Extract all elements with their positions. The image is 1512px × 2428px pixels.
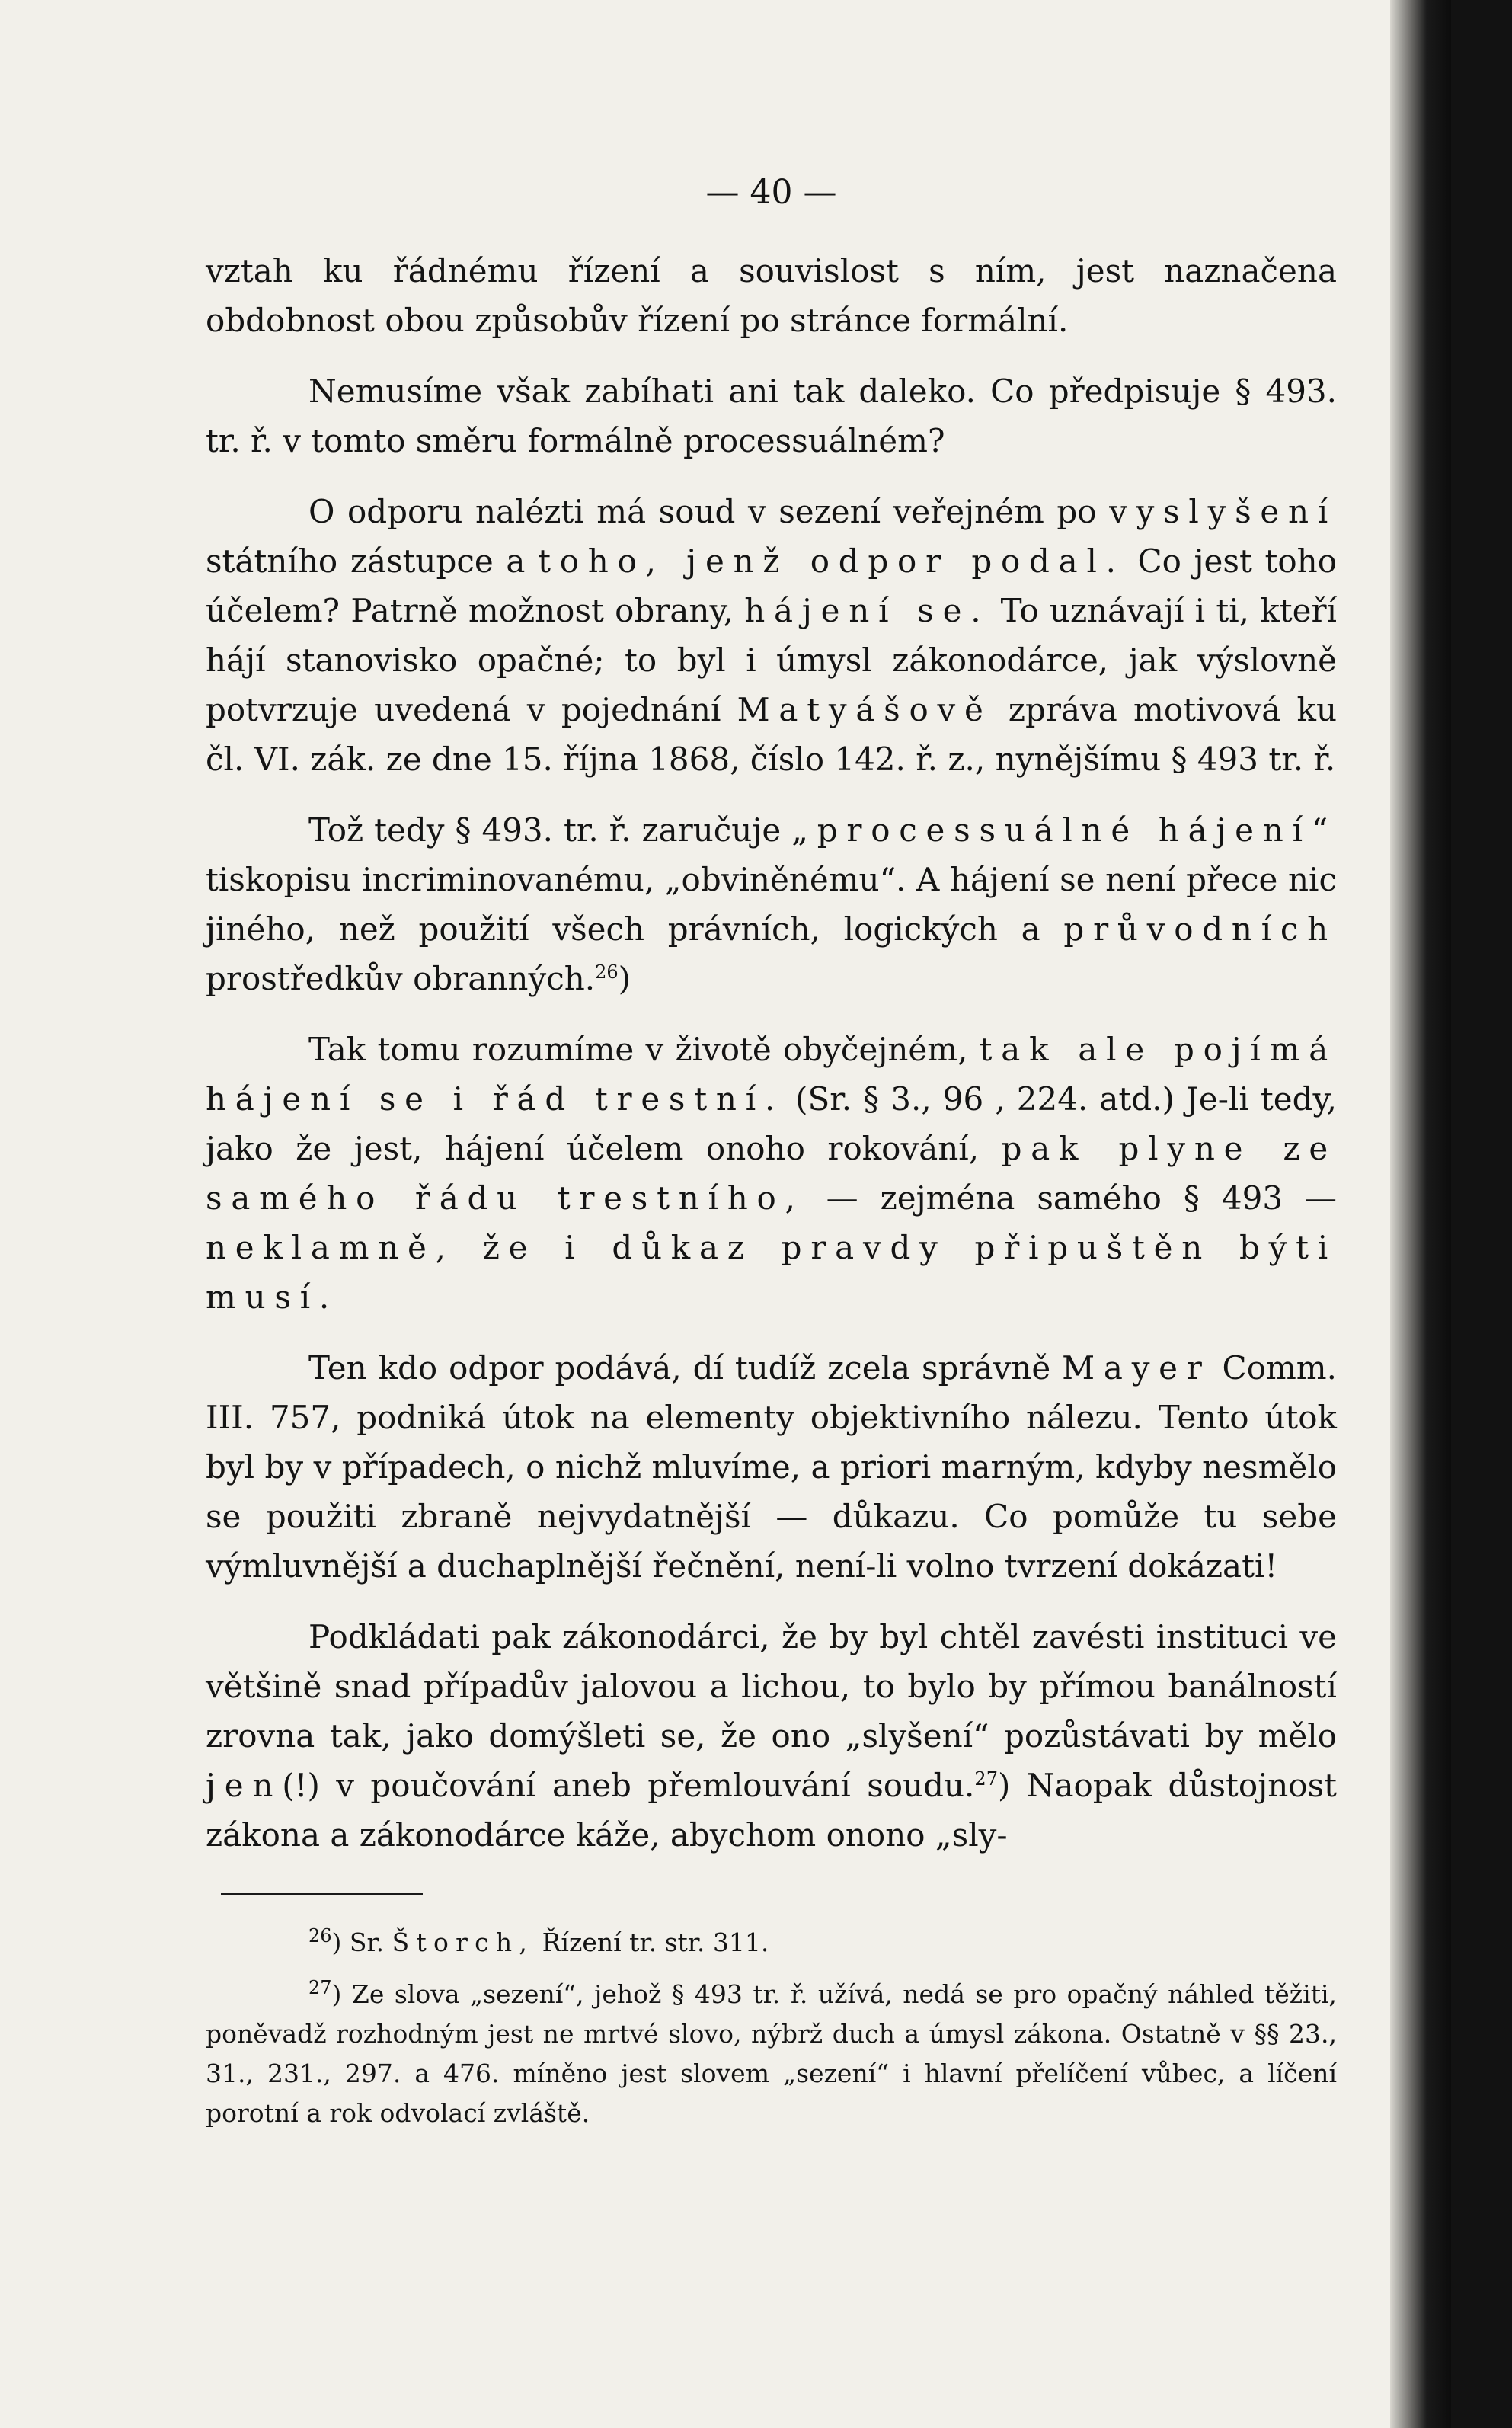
footnote-ref-27: 27 — [974, 1768, 998, 1790]
spaced-emphasis: pak plyne ze samého řádu trestního, — [206, 1130, 1338, 1217]
paragraph-3: O odporu nalézti má soud v sezení veřejném po vyslyšení státního zástupce a toho, jenž odpor podal. Co jest toho účelem? Patrně možnost obrany, hájení se. To uznávají i ti, kteří hájí stanovisko opačné; to byl i úmysl zákonodárce, jak výslovně potvrzuje uvedená v pojednání Matyášově zpráva motivová ku čl. VI. zák. ze dne 15. října 1868, číslo 142. ř. z., nynějšímu § 493 tr. ř. — [206, 493, 1338, 778]
spaced-emphasis: Mayer — [1062, 1349, 1211, 1387]
paragraph-6: Ten kdo odpor podává, dí tudíž zcela správně Mayer Comm. III. 757, podniká útok na elementy objektivního nálezu. Tento útok byl by v případech, o nichž mluvíme, a priori marným, kdyby nesmělo se použiti zbraně nejvydatnější — důkazu. Co pomůže tu sebe výmluvnější a duchaplnější řečnění, není-li volno tvrzení dokázati! — [206, 1349, 1337, 1585]
page-number: — 40 — — [705, 173, 837, 212]
spaced-emphasis: „processuálné hájení“ — [791, 811, 1338, 849]
paragraph-1: vztah ku řádnému řízení a souvislost s ním, jest naznačena obdobnost obou způsobův řízení po stránce formální. — [206, 252, 1337, 339]
paragraph-7: Podkládati pak zákonodárci, že by byl chtěl zavésti instituci ve většině snad případův jalovou a lichou, to bylo by přímou banálností zrovna tak, jako domýšleti se, že ono „slyšení“ pozůstávati by mělo jen(!) v poučování aneb přemlouvání soudu.$^{27}$) Naopak důstojnost zákona a zákonodárce káže, abychom onono „sly- — [206, 1618, 1337, 1854]
paragraph-5: Tak tomu rozumíme v životě obyčejném, tak ale pojímá hájení se i řád trestní. (Sr. § 3., 96 , 224. atd.) Je-li tedy, jako že jest, hájení účelem onoho rokování, pak plyne ze samého řádu trestního, — zejména samého § 493 — neklamně, že i důkaz pravdy připuštěn býti musí. — [206, 1031, 1338, 1316]
spaced-emphasis: tak ale pojímá hájení se i řád trestní. — [206, 1031, 1337, 1118]
footnote-ref-26: 26 — [595, 961, 619, 983]
spaced-emphasis: průvodních — [1063, 910, 1337, 948]
footnote-divider — [221, 1893, 423, 1895]
spaced-emphasis: Štorch, — [392, 1927, 535, 1957]
spaced-emphasis: jen — [206, 1767, 283, 1804]
spaced-emphasis: neklamně, že i důkaz pravdy připuštěn býti musí. — [206, 1229, 1337, 1316]
paragraph-4: Tož tedy § 493. tr. ř. zaručuje „processuálné hájení“ tiskopisu incriminovanému, „obviněnému“. A hájení se není přece nic jiného, než použití všech právních, logických a průvodních prostředkův obranných.$^{26}$) — [206, 811, 1338, 997]
footnote-26: $^{26}$) Sr. Štorch, Řízení tr. str. 311. — [308, 1925, 769, 1957]
footnotes — [206, 1923, 1337, 2133]
page-content — [206, 168, 1337, 2145]
spaced-emphasis: toho, jenž odpor podal. — [538, 542, 1125, 580]
spaced-emphasis: hájení se. — [744, 592, 990, 629]
footnote-27: $^{27}$) Ze slova „sezení“, jehož § 493 tr. ř. užívá, nedá se pro opačný náhled těžiti, poněvadž rozhodným jest ne mrtvé slovo, nýbrž duch a úmysl zákona. Ostatně v §§ 23., 31., 231., 297. a 476. míněno jest slovem „sezení“ i hlavní přelíčení vůbec, a líčení porotní a rok odvolací zvláště. — [206, 1977, 1337, 2128]
spaced-emphasis: Matyášově — [737, 691, 993, 728]
page-edge-shadow — [1390, 0, 1451, 2428]
spaced-emphasis: vyslyšení — [1109, 493, 1337, 530]
paragraph-2: Nemusíme však zabíhati ani tak daleko. Co předpisuje § 493. tr. ř. v tomto směru formálně processuálném? — [206, 373, 1337, 459]
